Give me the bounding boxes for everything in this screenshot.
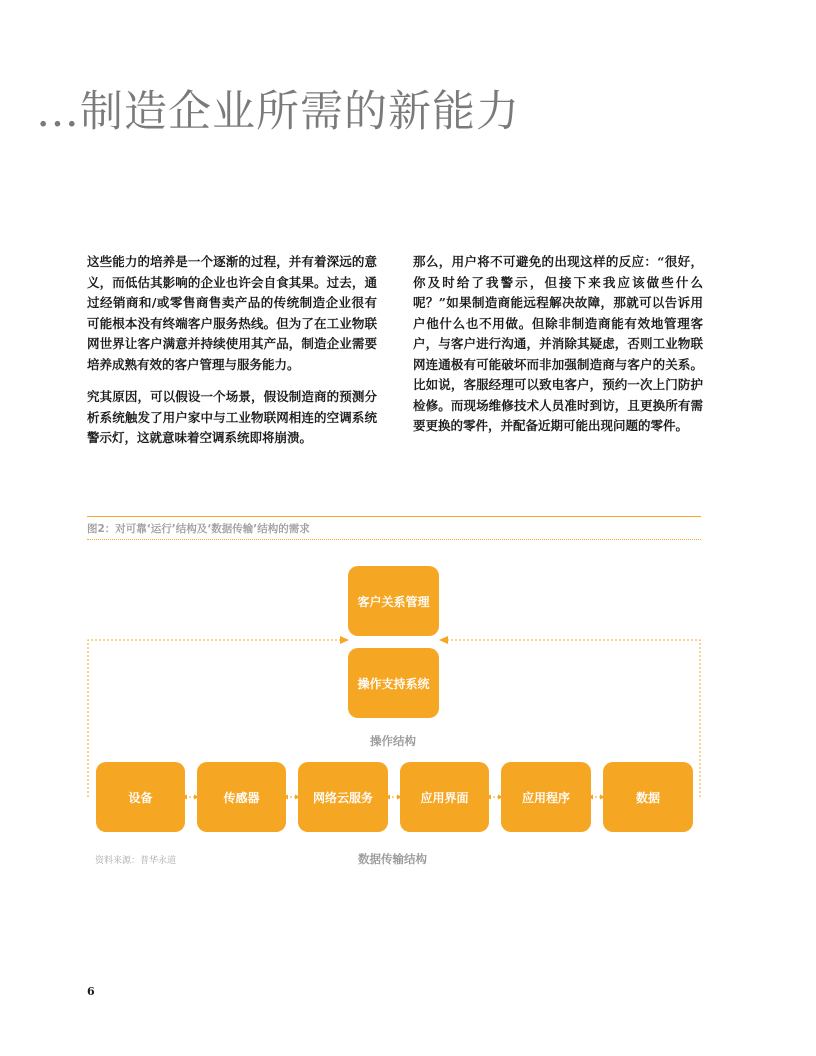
chain-box-sensor: 传感器 [197, 762, 286, 832]
chain-box-data: 数据 [603, 762, 693, 832]
figure-caption-bar [87, 516, 701, 540]
right-loop-connector [444, 640, 700, 797]
figure-caption: 图2：对可靠‘运行’结构及‘数据传输’结构的需求 [87, 523, 310, 535]
body-column-left [87, 252, 377, 461]
chain-box-app-interface: 应用界面 [400, 762, 489, 832]
paragraph: 那么，用户将不可避免的出现这样的反应：“很好，你及时给了我警示，但接下来我应该做些什么呢？”如果制造商能远程解决故障，那就可以告诉用户他什么也不用做。但除非制造商能有效地管理客户，与客户进行沟通，并消除其疑虑，否则工业物联网连通极有可能破坏而非加强制造商与客户的关系。比如说，客服经理可以致电客户，预约一次上门防护检修。而现场维修技术人员准时到访，且更换所有需要更换的零件，并配备近期可能出现问题的零件。 [413, 254, 703, 433]
chain-box-device: 设备 [96, 762, 185, 832]
right-loop-arrow [439, 636, 448, 644]
crm-box: 客户关系管理 [348, 566, 439, 636]
data-structure-label: 数据传输结构 [358, 852, 427, 866]
body-column-right [413, 252, 703, 449]
oss-box: 操作支持系统 [348, 648, 439, 718]
ops-structure-label: 操作结构 [370, 734, 416, 748]
chain-arrows [182, 795, 605, 800]
page-title: …制造企业所需的新能力 [36, 87, 520, 137]
paragraph: 究其原因，可以假设一个场景，假设制造商的预测分析系统触发了用户家中与工业物联网相连的空调系统警示灯，这就意味着空调系统即将崩溃。 [87, 389, 377, 445]
left-loop-connector [88, 640, 345, 797]
left-loop-arrow [340, 636, 349, 644]
chain-box-cloud-service: 网络云服务 [298, 762, 388, 832]
paragraph: 这些能力的培养是一个逐渐的过程，并有着深远的意义，而低估其影响的企业也许会自食其果。过去，通过经销商和/或零售商售卖产品的传统制造企业很有可能根本没有终端客户服务热线。但为了在工业物联网世界让客户满意并持续使用其产品，制造企业需要培养成熟有效的客户管理与服务能力。 [87, 254, 377, 372]
figure-source: 资料来源：普华永道 [95, 856, 177, 866]
page-number: 6 [87, 985, 95, 998]
chain-box-application: 应用程序 [501, 762, 591, 832]
